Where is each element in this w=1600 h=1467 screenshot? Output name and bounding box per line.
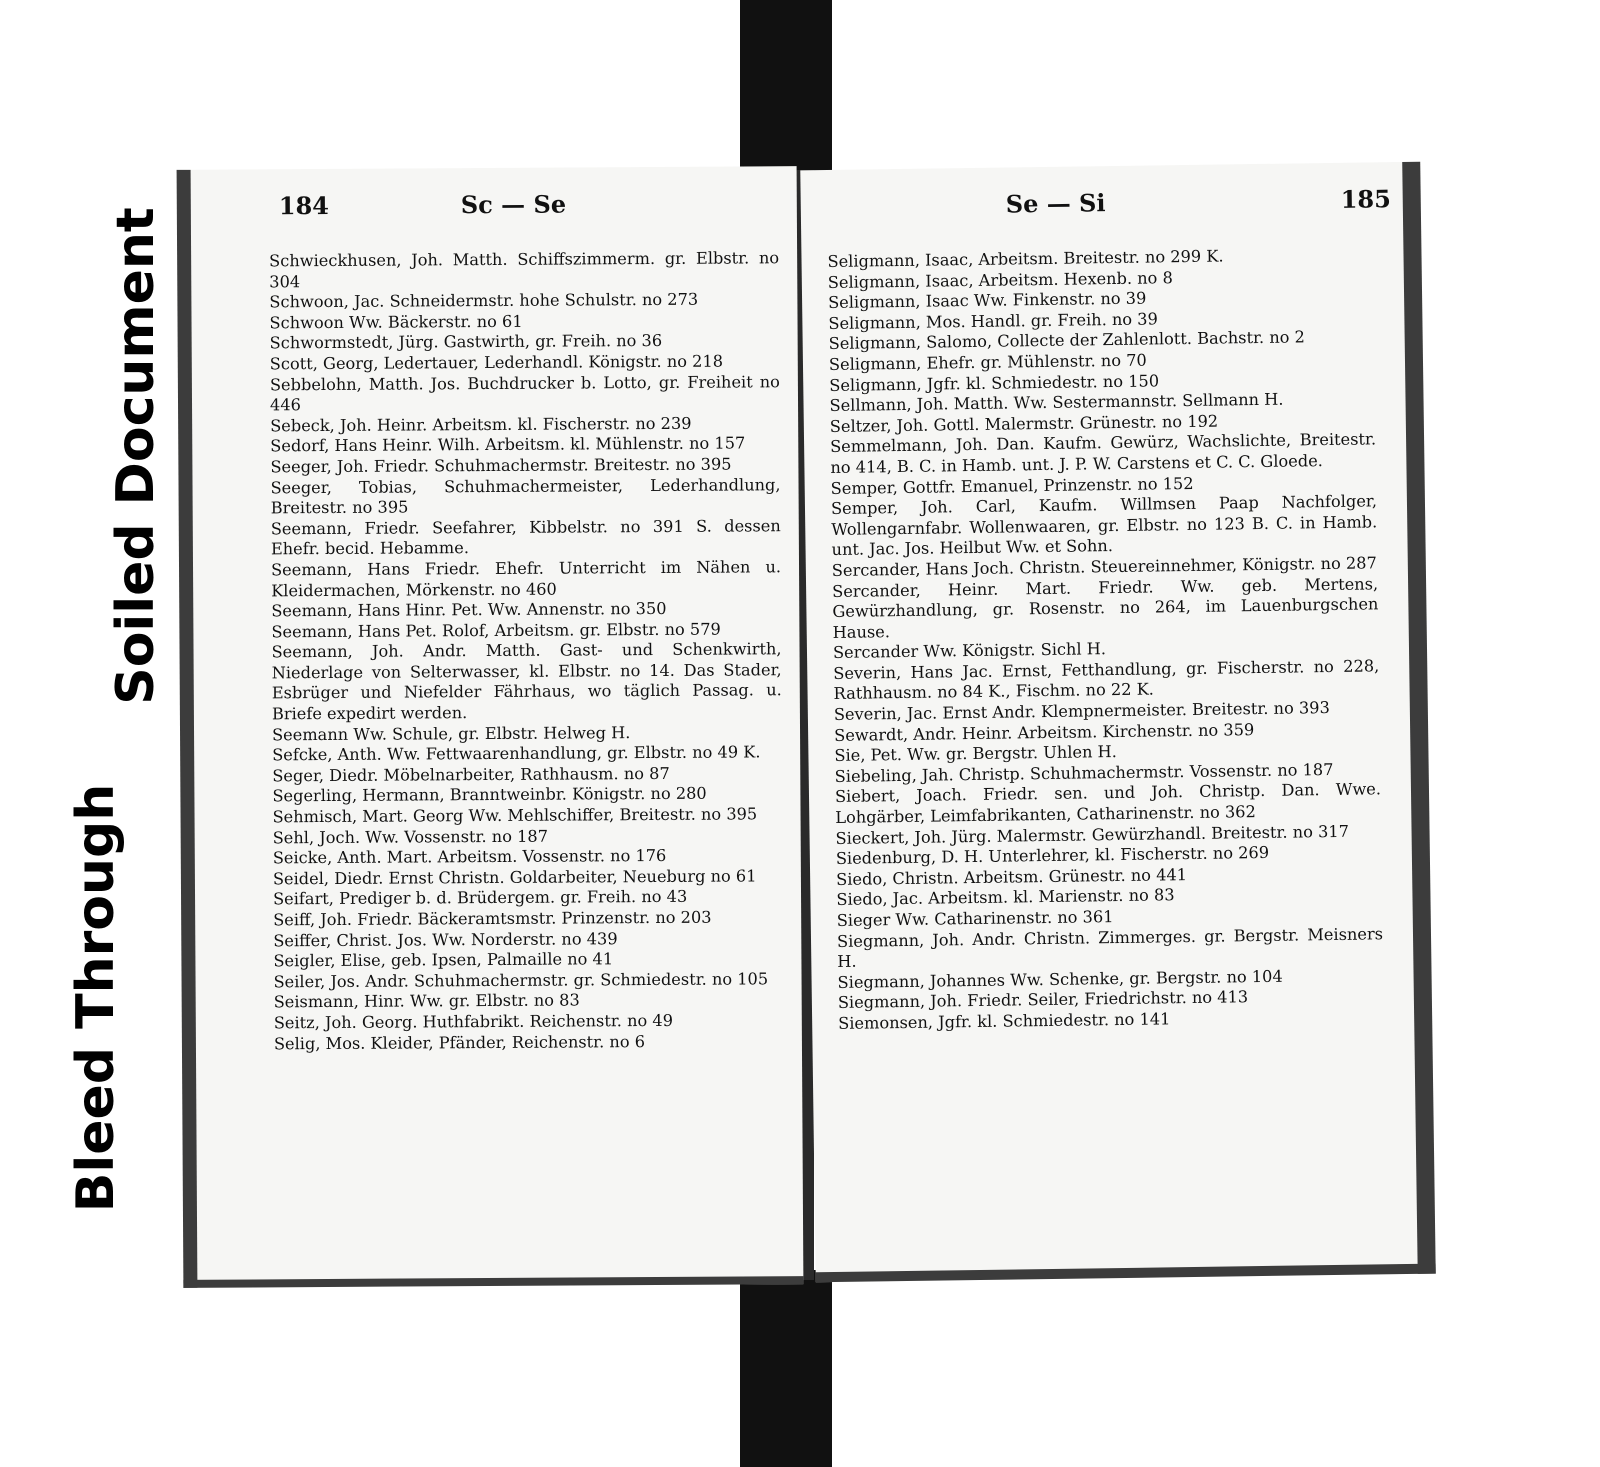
directory-entry: Seidel, Diedr. Ernst Christn. Goldarbeiter, Neueburg no 61	[272, 866, 757, 889]
directory-entry: Seligmann, Jgfr. kl. Schmiedestr. no 150	[829, 370, 1160, 395]
directory-entry: Seiler, Jos. Andr. Schuhmachermstr. gr. Schmiedestr. no 105	[273, 969, 769, 992]
soiled-document-text: Soiled Document	[106, 207, 166, 705]
right-page-header	[800, 162, 1403, 219]
directory-entry: Sehmisch, Mart. Georg Ww. Mehlschiffer, Breitestr. no 395	[272, 804, 758, 827]
left-page	[177, 166, 804, 1288]
directory-entry: Seligmann, Ehefr. gr. Mühlenstr. no 70	[828, 350, 1147, 374]
directory-entry: Seeger, Joh. Friedr. Schuhmachermstr. Breitestr. no 395	[270, 454, 732, 477]
directory-entry: Seligmann, Mos. Handl. gr. Freih. no 39	[828, 309, 1158, 333]
directory-entry: Semmelmann, Joh. Dan. Kaufm. Gewürz, Wachslichte, Breitestr. no 414, B. C. in Hamb. unt. J. P. W. Carstens et C. C. Gloede.	[829, 429, 1377, 477]
directory-entry: Seligmann, Isaac, Arbeitsm. Breitestr. no 299 K.	[827, 246, 1224, 272]
directory-entry: Schwoon, Jac. Schneidermstr. hohe Schulstr. no 273	[269, 289, 699, 312]
directory-entry: Sellmann, Joh. Matth. Ww. Sestermannstr. Sellmann H.	[829, 389, 1284, 416]
directory-entry: Sercander, Hans Joch. Christn. Steuereinnehmer, Königstr. no 287	[831, 553, 1377, 580]
right-page	[800, 162, 1435, 1283]
directory-entry: Severin, Jac. Ernst Andr. Klempnermeister. Breitestr. no 393	[833, 698, 1330, 725]
directory-entry: Semper, Joh. Carl, Kaufm. Willmsen Paap Nachfolger, Wollengarnfabr. Wollenwaaren, gr. Elbstr. no 123 B. C. in Hamb. unt. Jac. Jos. Heilbut Ww. et Sohn.	[830, 491, 1378, 560]
directory-entry: Schwormstedt, Jürg. Gastwirth, gr. Freih. no 36	[269, 331, 663, 353]
directory-entry: Sercander, Heinr. Mart. Friedr. Ww. geb. Mertens, Gewürzhandlung, gr. Rosenstr. no 264, im Lauenburgschen Hause.	[832, 573, 1379, 642]
directory-entry: Sewardt, Andr. Heinr. Arbeitsm. Kirchenstr. no 359	[834, 719, 1255, 745]
directory-entry: Sefcke, Anth. Ww. Fettwaarenhandlung, gr. Elbstr. no 49 K.	[272, 742, 761, 765]
page-number: 185	[1340, 184, 1392, 214]
directory-entry: Seemann, Hans Hinr. Pet. Ww. Annenstr. no 350	[271, 599, 667, 621]
directory-entry: Seemann Ww. Schule, gr. Elbstr. Helweg H.	[271, 722, 631, 744]
spine-strip-bottom	[740, 1270, 832, 1467]
directory-entry: Siemonsen, Jgfr. kl. Schmiedestr. no 141	[838, 1009, 1171, 1033]
bleed-through-label	[30, 752, 162, 1244]
directory-entry: Seiff, Joh. Friedr. Bäckeramtsmstr. Prinzenstr. no 203	[273, 907, 712, 930]
directory-entry: Sie, Pet. Ww. gr. Bergstr. Uhlen H.	[834, 742, 1118, 766]
directory-entry: Seitz, Joh. Georg. Huthfabrikt. Reichenstr. no 49	[273, 1010, 674, 1033]
directory-entry: Seltzer, Joh. Gottl. Malermstr. Grünestr. no 192	[829, 411, 1219, 436]
directory-entry: Seigler, Elise, geb. Ipsen, Palmaille no 41	[273, 949, 614, 971]
directory-entry: Sieger Ww. Catharinenstr. no 361	[836, 907, 1114, 930]
directory-entry: Seismann, Hinr. Ww. gr. Elbstr. no 83	[273, 990, 580, 1012]
directory-entry: Schwoon Ww. Bäckerstr. no 61	[269, 311, 523, 333]
left-page-header	[191, 166, 797, 221]
directory-entry: Seemann, Friedr. Seefahrer, Kibbelstr. no 391 S. dessen Ehefr. becid. Hebamme.	[270, 515, 781, 559]
directory-entry: Seligmann, Isaac Ww. Finkenstr. no 39	[827, 288, 1147, 313]
directory-entry: Siedo, Jac. Arbeitsm. kl. Marienstr. no 83	[836, 885, 1175, 910]
directory-entry: Segerling, Hermann, Branntweinbr. Königstr. no 280	[272, 784, 707, 806]
soiled-document-label	[96, 186, 176, 726]
directory-entry: Semper, Gottfr. Emanuel, Prinzenstr. no 152	[830, 473, 1194, 498]
open-book	[150, 158, 1450, 1298]
directory-entry: Seligmann, Isaac, Arbeitsm. Hexenb. no 8	[827, 267, 1173, 292]
directory-entry: Severin, Hans Jac. Ernst, Fetthandlung, gr. Fischerstr. no 228, Rathhausm. no 84 K., Fischm. no 22 K.	[833, 656, 1380, 704]
directory-entry: Seemann, Hans Friedr. Ehefr. Unterricht im Nähen u. Kleidermachen, Mörkenstr. no 460	[270, 557, 782, 600]
range-heading: Se — Si	[1005, 188, 1106, 219]
bleed-through-text: Bleed Through	[66, 783, 126, 1213]
directory-entry: Scott, Georg, Ledertauer, Lederhandl. Königstr. no 218	[269, 351, 724, 374]
directory-entry: Sieckert, Joh. Jürg. Malermstr. Gewürzhandl. Breitestr. no 317	[835, 821, 1350, 848]
directory-entry: Sercander Ww. Königstr. Sichl H.	[832, 639, 1107, 663]
directory-entry: Seger, Diedr. Möbelnarbeiter, Rathhausm. no 87	[272, 763, 670, 786]
directory-entry: Selig, Mos. Kleider, Pfänder, Reichenstr. no 6	[273, 1031, 646, 1053]
directory-entry: Seemann, Joh. Andr. Matth. Gast- und Schenkwirth, Niederlage von Selterwasser, kl. Elbstr. no 14. Das Stader, Esbrüger und Niefelder Fährhaus, wo täglich Passag. u. Briefe expedirt werden.	[271, 639, 782, 724]
directory-entry: Seeger, Tobias, Schuhmachermeister, Lederhandlung, Breitestr. no 395	[270, 474, 781, 518]
directory-entry: Siegmann, Joh. Friedr. Seiler, Friedrichstr. no 413	[837, 987, 1249, 1013]
directory-entry: Seligmann, Salomo, Collecte der Zahlenlott. Bachstr. no 2	[828, 327, 1305, 354]
directory-entry: Seiffer, Christ. Jos. Ww. Norderstr. no 439	[273, 928, 618, 950]
directory-entry: Sedorf, Hans Heinr. Wilh. Arbeitsm. kl. Mühlenstr. no 157	[270, 433, 746, 456]
directory-entry: Siebeling, Jah. Christp. Schuhmachermstr. Vossenstr. no 187	[834, 759, 1334, 786]
right-entry-list	[801, 244, 1414, 1035]
directory-entry: Sebeck, Joh. Heinr. Arbeitsm. kl. Fischerstr. no 239	[270, 413, 692, 436]
directory-entry: Seicke, Anth. Mart. Arbeitsm. Vossenstr. no 176	[272, 846, 667, 868]
directory-entry: Seemann, Hans Pet. Rolof, Arbeitsm. gr. Elbstr. no 579	[271, 619, 721, 642]
directory-entry: Schwieckhusen, Joh. Matth. Schiffszimmerm. gr. Elbstr. no 304	[269, 248, 780, 291]
directory-entry: Siebert, Joach. Friedr. sen. und Joh. Christp. Dan. Wwe. Lohgärber, Leimfabrikanten, Catharinenstr. no 362	[834, 779, 1382, 827]
directory-entry: Siedenburg, D. H. Unterlehrer, kl. Fischerstr. no 269	[835, 843, 1270, 869]
range-heading: Sc — Se	[460, 189, 567, 220]
directory-entry: Sehl, Joch. Ww. Vossenstr. no 187	[272, 826, 549, 847]
left-entry-list	[191, 248, 802, 1055]
page-number: 184	[278, 190, 330, 221]
directory-entry: Siegmann, Johannes Ww. Schenke, gr. Bergstr. no 104	[837, 966, 1283, 992]
directory-entry: Siegmann, Joh. Andr. Christn. Zimmerges. gr. Bergstr. Meisners H.	[836, 923, 1384, 972]
directory-entry: Sebbelohn, Matth. Jos. Buchdrucker b. Lotto, gr. Freiheit no 446	[269, 371, 780, 415]
directory-entry: Siedo, Christn. Arbeitsm. Grünestr. no 441	[836, 864, 1188, 889]
directory-entry: Seifart, Prediger b. d. Brüdergem. gr. Freih. no 43	[272, 887, 688, 909]
